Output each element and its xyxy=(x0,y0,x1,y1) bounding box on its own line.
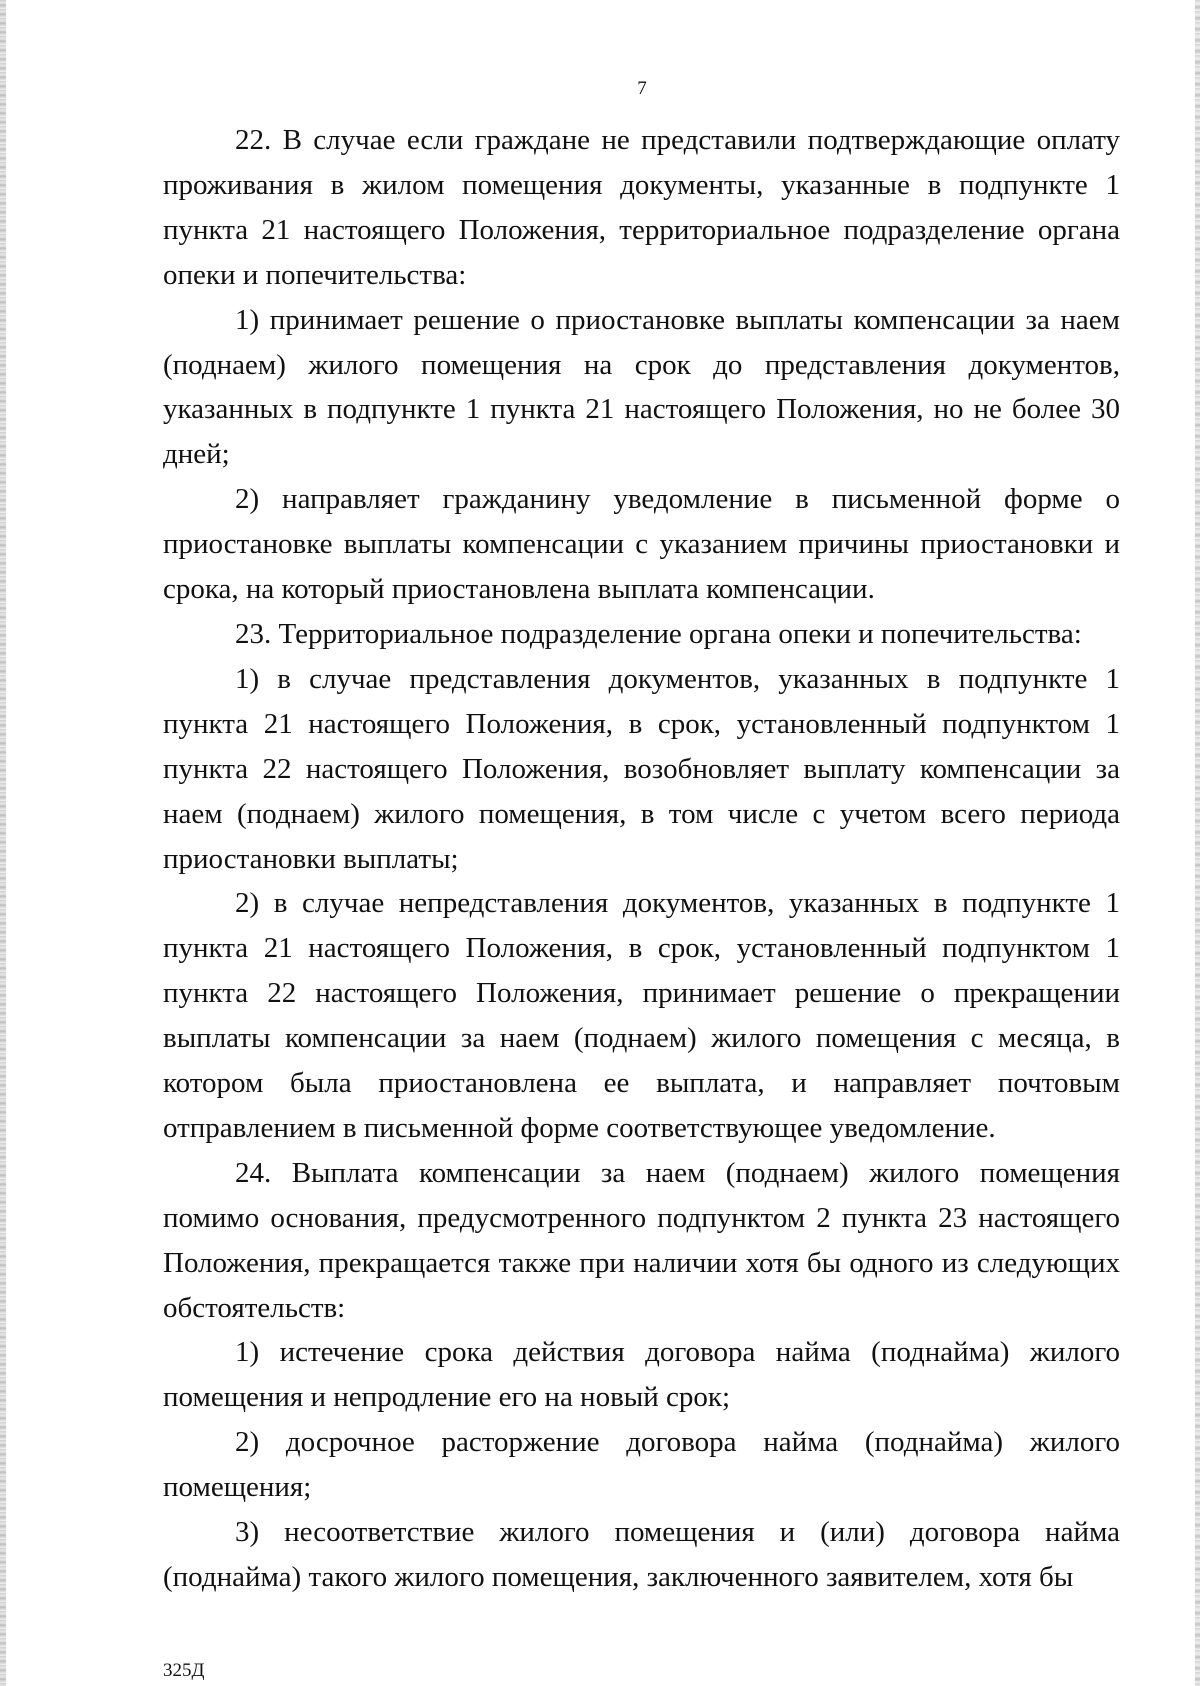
paragraph-22: 22. В случае если граждане не представили подтверждающие оплату проживания в жилом помещения документы, указанные в подпункте 1 пункта 21 настоящего Положения, территориальное подразделение органа опеки и попечительства: xyxy=(163,124,1120,291)
document-code: 325Д xyxy=(163,1660,205,1681)
paragraph-24-item-1: 1) истечение срока действия договора найма (поднайма) жилого помещения и непродление его на новый срок; xyxy=(163,1336,1120,1414)
paragraph-23-item-2: 2) в случае непредставления документов, указанных в подпункте 1 пункта 21 настоящего Положения, в срок, установленный подпунктом 1 пункта 22 настоящего Положения, принимает решение о прекращении выплаты компенсации за наем (поднаем) жилого помещения с месяца, в котором была приостановлена ее выплата, и направляет почтовым отправлением в письменной форме соответствующее уведомление. xyxy=(163,887,1120,1144)
paragraph-24-item-3: 3) несоответствие жилого помещения и (или) договора найма (поднайма) такого жилого помещения, заключенного заявителем, хотя бы xyxy=(163,1516,1120,1593)
page-number: 7 xyxy=(637,78,647,99)
paragraph-24-item-2: 2) досрочное расторжение договора найма (поднайма) жилого помещения; xyxy=(163,1426,1120,1504)
paragraph-23: 23. Территориальное подразделение органа опеки и попечительства: xyxy=(235,617,1082,650)
document-body xyxy=(163,118,1120,1600)
paragraph-24: 24. Выплата компенсации за наем (поднаем) жилого помещения помимо основания, предусмотренного подпунктом 2 пункта 23 настоящего Положения, прекращается также при наличии хотя бы одного из следующих обстоятельств: xyxy=(163,1156,1120,1324)
paragraph-22-item-1: 1) принимает решение о приостановке выплаты компенсации за наем (поднаем) жилого помещения на срок до представления документов, указанных в подпункте 1 пункта 21 настоящего Положения, но не более 30 дней; xyxy=(163,303,1120,471)
paragraph-23-item-1: 1) в случае представления документов, указанных в подпункте 1 пункта 21 настоящего Положения, в срок, установленный подпунктом 1 пункта 22 настоящего Положения, возобновляет выплату компенсации за наем (поднаем) жилого помещения, в том числе с учетом всего периода приостановки выплаты; xyxy=(163,662,1120,875)
paragraph-22-item-2: 2) направляет гражданину уведомление в письменной форме о приостановке выплаты компенсации с указанием причины приостановки и срока, на который приостановлена выплата компенсации. xyxy=(163,483,1120,606)
